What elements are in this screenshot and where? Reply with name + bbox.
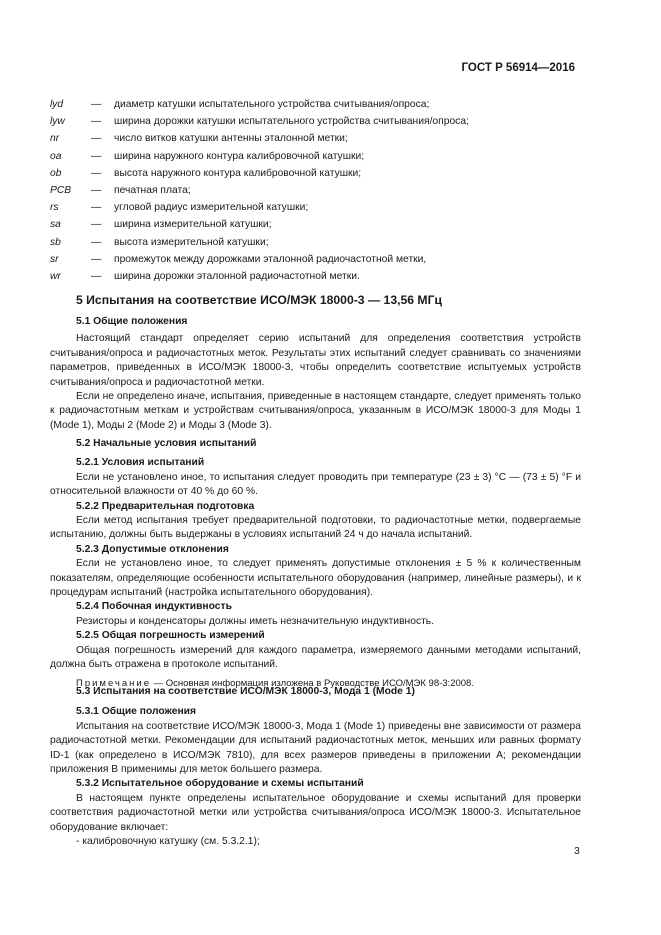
paragraph: Если не установлено иное, то следует применять допустимые отклонения ± 5 % к количественным показателям, определяющие особенности испытательного оборудования (например, линейные размеры), и к процедурам испытаний (настройка испытательного оборудования). <box>50 558 581 599</box>
definition-dash: — <box>91 253 102 265</box>
definition-row <box>50 182 580 199</box>
definition-text: ширина наружного контура калибровочной катушки; <box>114 150 365 162</box>
section-5-title: 5 Испытания на соответствие ИСО/МЭК 18000-3 — 13,56 МГц <box>76 293 442 307</box>
definition-row <box>50 148 580 165</box>
definition-row <box>50 113 580 130</box>
note-text: — Основная информация изложена в Руководстве ИСО/МЭК 98-3:2008. <box>151 677 474 689</box>
paragraph: Настоящий стандарт определяет серию испытаний для определения соответствия устройств считывания/опроса и радиочастотных меток. Результаты этих испытаний следует сравнивать со значениями параметров, приведенных в ИСО/МЭК 18000-3, чтобы определить соответствие испытуемых устройств считывания/опроса и радиочастотной метки. <box>50 333 581 388</box>
section-5-1 <box>50 315 581 433</box>
definition-dash: — <box>91 219 102 231</box>
section-5-3-1-title: 5.3.1 Общие положения <box>76 706 196 718</box>
definition-symbol: rs <box>50 202 59 214</box>
definition-dash: — <box>91 270 102 282</box>
definition-symbol: oa <box>50 150 62 162</box>
definition-symbol: sa <box>50 219 61 231</box>
definition-text: промежуток между дорожками эталонной радиочастотной метки, <box>114 253 427 265</box>
definition-text: печатная плата; <box>114 184 191 196</box>
paragraph: Испытания на соответствие ИСО/МЭК 18000-3, Мода 1 (Mode 1) приведены вне зависимости от размера радиочастотной метки. Рекомендации для испытаний радиочастотных меток, меньших или равных формату ID-1 (как определено в ИСО/МЭК 7810), для всех размеров приведены в приложении А; рекомендации приложения В применимы для меток большего размера. <box>50 720 581 776</box>
section-5-2-5-title: 5.2.5 Общая погрешность измерений <box>76 630 265 642</box>
list-item: - калибровочную катушку (см. 5.3.2.1); <box>76 836 260 848</box>
definition-row <box>50 199 580 216</box>
section-5-2-1-title: 5.2.1 Условия испытаний <box>76 457 205 469</box>
definition-row <box>50 165 580 182</box>
page-number: 3 <box>574 845 580 857</box>
definition-text: ширина измерительной катушки; <box>114 219 272 231</box>
document-header: ГОСТ Р 56914—2016 <box>461 62 575 74</box>
section-5-3-title: 5.3 Испытания на соответствие ИСО/МЭК 18000-3, Мода 1 (Mode 1) <box>76 686 415 697</box>
definition-symbol: sr <box>50 253 59 265</box>
section-5-2-title: 5.2 Начальные условия испытаний <box>76 438 257 449</box>
definition-symbol: wr <box>50 270 61 282</box>
definition-text: высота наружного контура калибровочной катушки; <box>114 167 362 179</box>
definition-row <box>50 96 580 113</box>
definition-dash: — <box>91 202 102 214</box>
section-5-1-title: 5.1 Общие положения <box>76 316 188 327</box>
section-5-2-2-title: 5.2.2 Предварительная подготовка <box>76 500 255 512</box>
definition-row <box>50 130 580 147</box>
definition-row <box>50 268 580 285</box>
definition-dash: — <box>91 133 102 145</box>
section-5-3-2-title: 5.3.2 Испытательное оборудование и схемы испытаний <box>76 778 364 790</box>
section-5-2-4-title: 5.2.4 Побочная индуктивность <box>76 601 232 613</box>
paragraph: Если метод испытания требует предварительной подготовки, то радиочастотные метки, подвергаемые испытанию, должны быть выдержаны в условиях испытаний 24 ч до начала испытаний. <box>50 515 581 541</box>
definition-text: высота измерительной катушки; <box>114 236 269 248</box>
symbol-definitions <box>50 96 580 285</box>
section-5-2-3-title: 5.2.3 Допустимые отклонения <box>76 543 229 555</box>
definition-text: ширина дорожки эталонной радиочастотной метки. <box>114 270 360 282</box>
definition-text: диаметр катушки испытательного устройства считывания/опроса; <box>114 99 430 110</box>
definition-symbol: nr <box>50 133 60 145</box>
definition-symbol: lyd <box>50 99 64 110</box>
definition-row <box>50 251 580 268</box>
paragraph: Общая погрешность измерений для каждого параметра, измеряемого данными методами испытаний, должна быть отражена в протоколе испытаний. <box>50 644 581 671</box>
definition-text: число витков катушки антенны эталонной метки; <box>114 133 348 145</box>
definition-row <box>50 216 580 233</box>
definition-symbol: lyw <box>50 116 65 128</box>
paragraph: Резисторы и конденсаторы должны иметь незначительную индуктивность. <box>76 615 435 627</box>
section-5-3 <box>50 685 581 849</box>
section-5-2 <box>50 437 581 691</box>
definition-dash: — <box>91 99 102 110</box>
paragraph: В настоящем пункте определены испытательное оборудование и схемы испытаний для проверки соответствия радиочастотной метки или устройства считывания/опроса ИСО/МЭК 18000-3. Испытательное оборудование включает: <box>50 792 581 833</box>
note-label: Примечание <box>76 677 151 689</box>
definition-symbol: PCB <box>50 184 72 196</box>
definition-dash: — <box>91 236 102 248</box>
definition-dash: — <box>91 116 102 128</box>
definition-dash: — <box>91 184 102 196</box>
paragraph: Если не установлено иное, то испытания следует проводить при температуре (23 ± 3) °С — (73 ± 5) °F и относительной влажности от 40 % до 60 %. <box>50 471 581 498</box>
definition-symbol: sb <box>50 236 61 248</box>
definition-row <box>50 234 580 251</box>
definition-dash: — <box>91 150 102 162</box>
paragraph: Если не определено иначе, испытания, приведенные в настоящем стандарте, следует применять только к радиочастотным меткам и устройствам считывания/опроса, указанным в ИСО/МЭК 18000-3 для Моды 1 (Mode 1), Моды 2 (Mode 2) и Моды 3 (Mode 3). <box>50 391 581 431</box>
definition-text: угловой радиус измерительной катушки; <box>114 202 309 214</box>
definition-symbol: ob <box>50 167 62 179</box>
definition-dash: — <box>91 167 102 179</box>
definition-text: ширина дорожки катушки испытательного устройства считывания/опроса; <box>114 116 469 128</box>
